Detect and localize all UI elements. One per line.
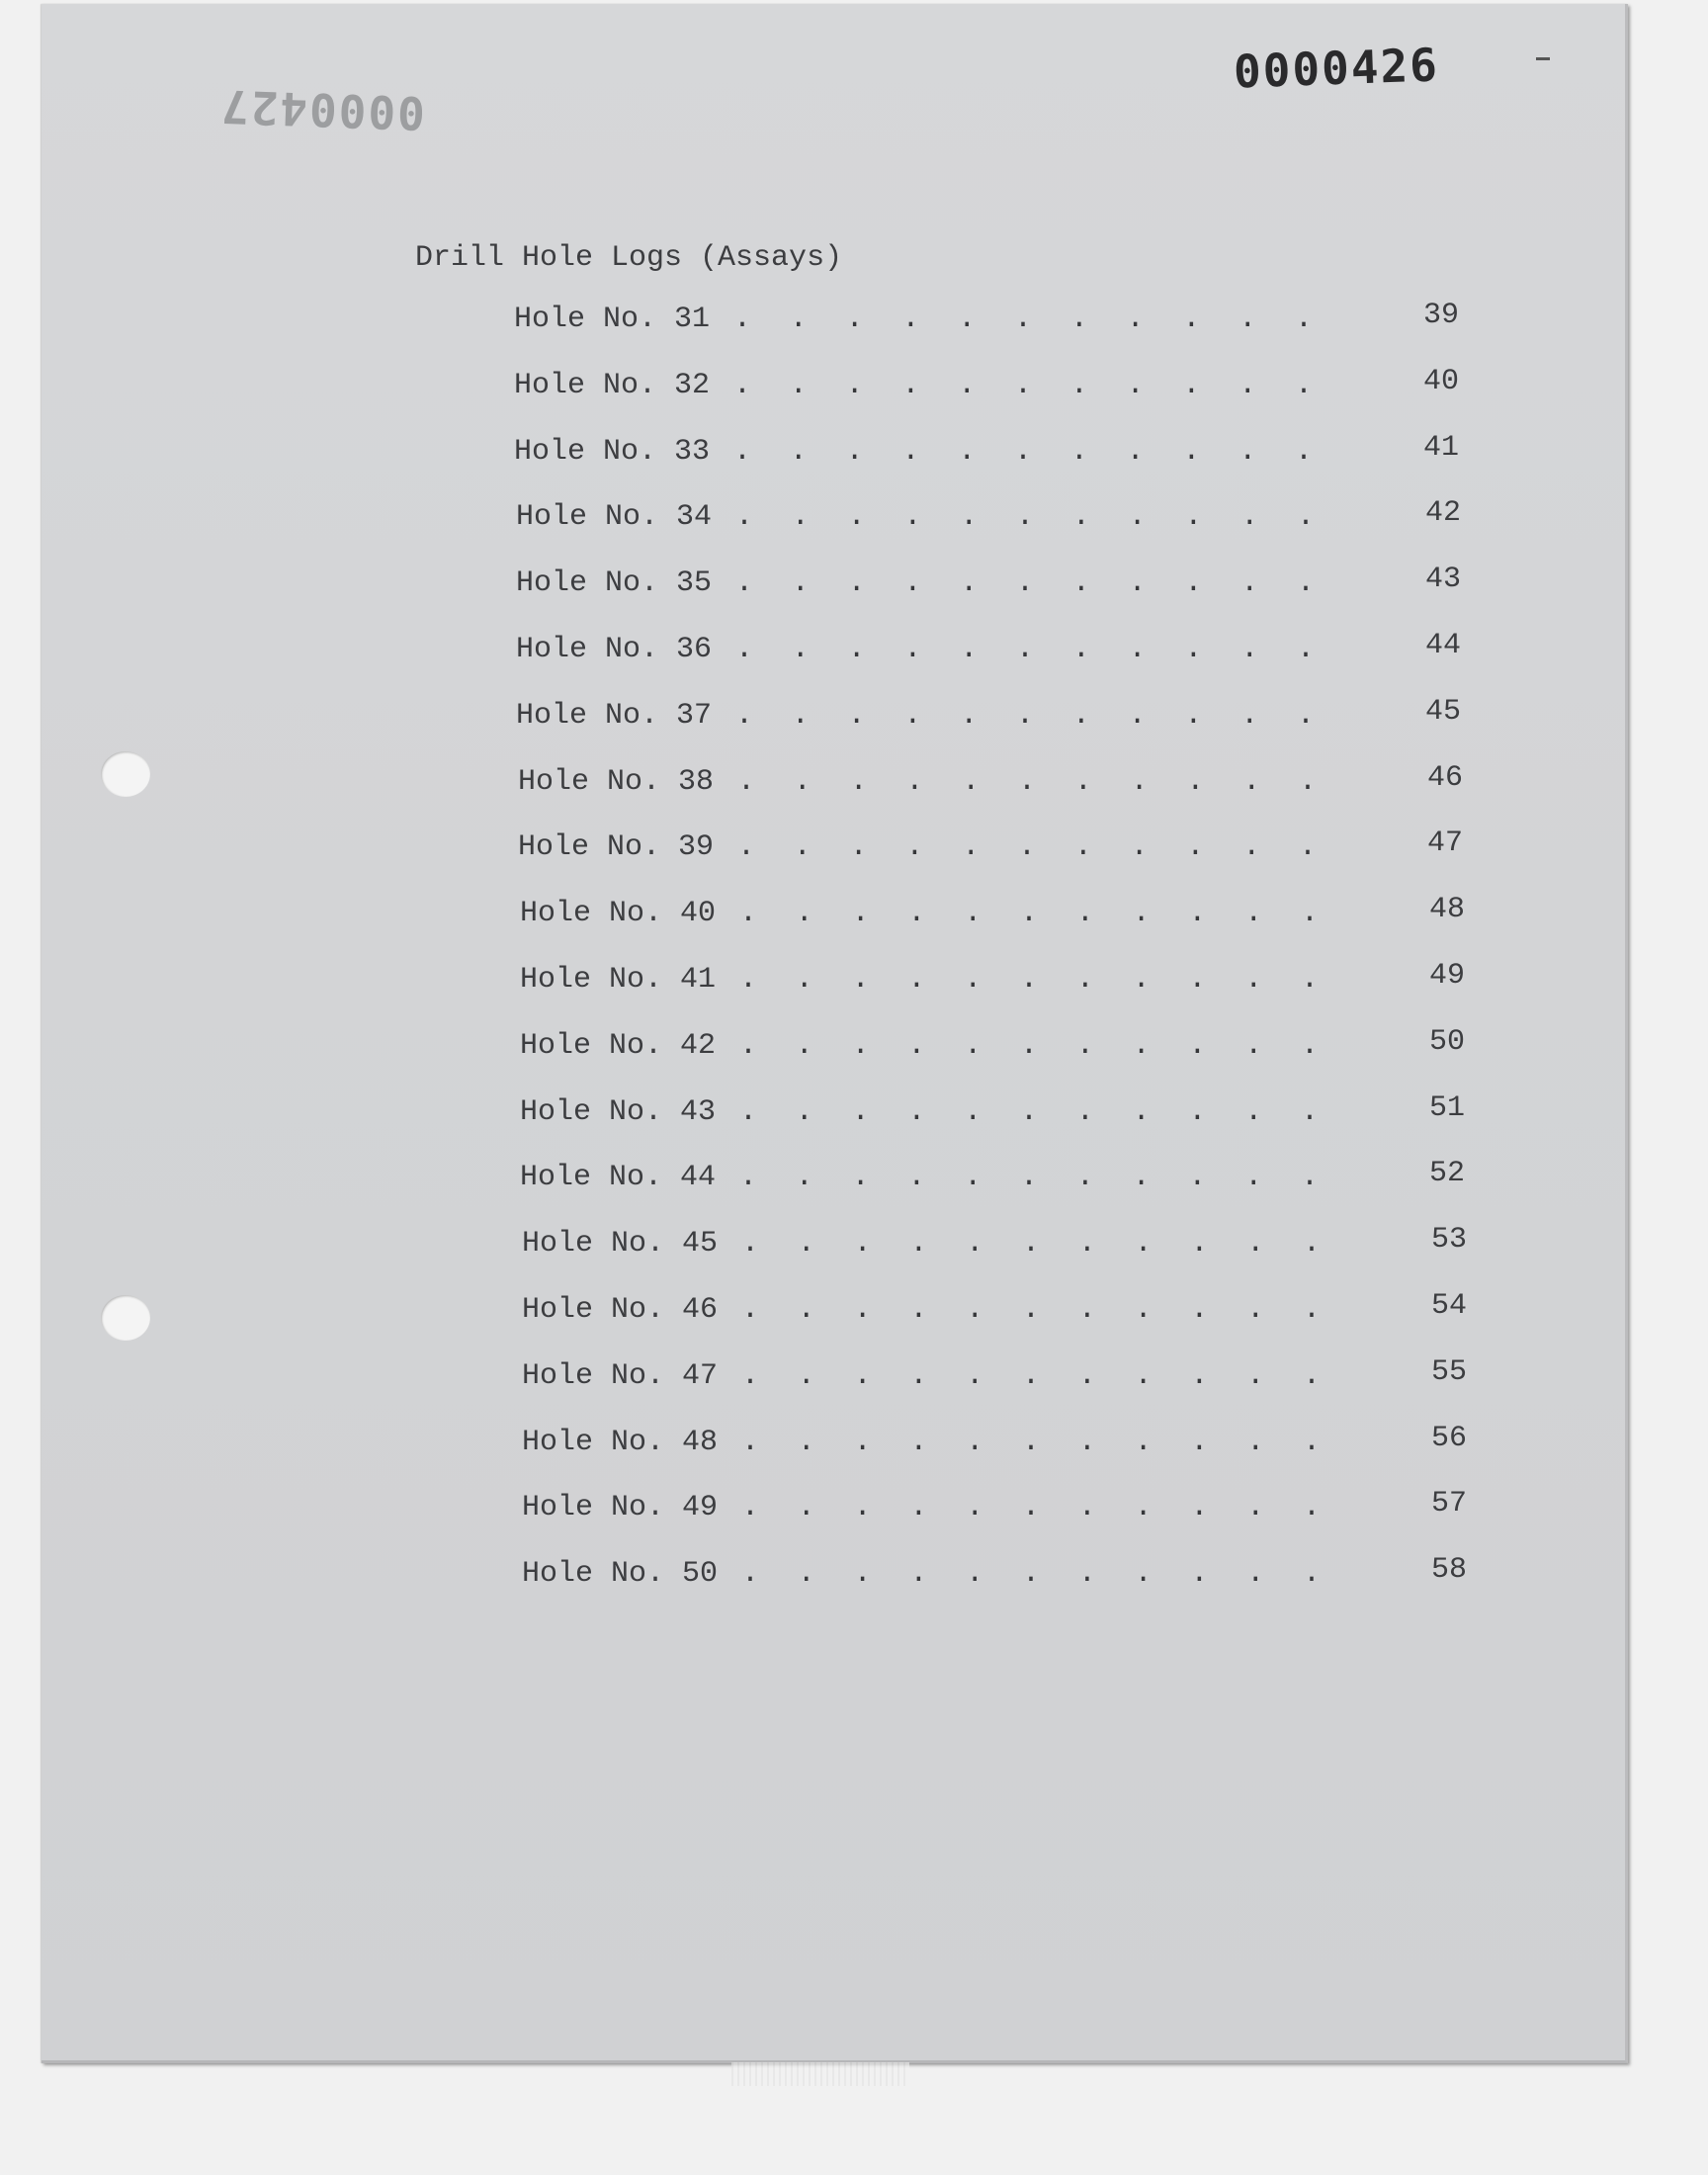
toc-entry bbox=[514, 430, 1483, 501]
toc-dot-leader: ........... bbox=[741, 1358, 1359, 1393]
toc-entry-label: Hole No. 46 bbox=[522, 1292, 719, 1327]
toc-entry-label: Hole No. 40 bbox=[520, 897, 717, 931]
toc-entry-page-number: 47 bbox=[1427, 826, 1464, 861]
toc-entry bbox=[514, 299, 1483, 369]
toc-dot-leader: ........... bbox=[733, 303, 1351, 336]
stamp-dash-mark bbox=[1536, 57, 1550, 60]
toc-entry-label: Hole No. 47 bbox=[522, 1358, 719, 1393]
toc-entry-label: Hole No. 37 bbox=[516, 698, 713, 733]
toc-entry-page-number: 40 bbox=[1423, 364, 1460, 398]
toc-entry-page-number: 48 bbox=[1429, 893, 1466, 927]
toc-dot-leader: ........... bbox=[733, 434, 1351, 469]
toc-entry bbox=[522, 1288, 1483, 1359]
toc-dot-leader: ........... bbox=[741, 1292, 1359, 1327]
section-heading: Drill Hole Logs (Assays) bbox=[415, 241, 843, 275]
toc-entry-label: Hole No. 33 bbox=[514, 434, 711, 469]
toc-entry bbox=[520, 1090, 1483, 1162]
toc-dot-leader: ........... bbox=[739, 962, 1357, 997]
toc-dot-leader: ........... bbox=[735, 566, 1353, 601]
toc-entry bbox=[518, 760, 1483, 831]
toc-entry-page-number: 51 bbox=[1429, 1090, 1466, 1125]
toc-dot-leader: ........... bbox=[735, 698, 1353, 733]
toc-entry bbox=[520, 893, 1483, 963]
toc-entry-page-number: 41 bbox=[1423, 430, 1460, 465]
toc-entry-label: Hole No. 34 bbox=[516, 500, 713, 535]
toc-entry-page-number: 46 bbox=[1427, 760, 1464, 795]
toc-entry-page-number: 53 bbox=[1431, 1223, 1468, 1258]
toc-entry bbox=[520, 1157, 1483, 1227]
toc-entry bbox=[522, 1223, 1483, 1293]
toc-entry-page-number: 54 bbox=[1431, 1288, 1468, 1323]
toc-entry-label: Hole No. 31 bbox=[514, 303, 711, 336]
toc-dot-leader: ........... bbox=[733, 368, 1351, 402]
table-of-contents bbox=[514, 299, 1483, 1623]
toc-entry-label: Hole No. 41 bbox=[520, 962, 717, 997]
toc-entry bbox=[518, 826, 1483, 897]
toc-entry-page-number: 42 bbox=[1425, 496, 1462, 531]
toc-dot-leader: ........... bbox=[741, 1491, 1359, 1525]
toc-entry-label: Hole No. 35 bbox=[516, 566, 713, 601]
document-stamp-number: 0000426 bbox=[1233, 38, 1440, 99]
toc-entry-page-number: 52 bbox=[1429, 1157, 1466, 1191]
punch-hole-upper bbox=[101, 751, 150, 797]
toc-entry-page-number: 45 bbox=[1425, 694, 1462, 729]
bleed-through-stamp-number: 0000427 bbox=[218, 79, 426, 140]
toc-dot-leader: ........... bbox=[737, 764, 1355, 799]
toc-entry-label: Hole No. 49 bbox=[522, 1491, 719, 1525]
toc-dot-leader: ........... bbox=[735, 632, 1353, 666]
toc-entry-label: Hole No. 43 bbox=[520, 1094, 717, 1129]
toc-entry bbox=[520, 958, 1483, 1029]
toc-entry-page-number: 49 bbox=[1429, 958, 1466, 993]
toc-entry-page-number: 57 bbox=[1431, 1487, 1468, 1522]
toc-dot-leader: ........... bbox=[739, 897, 1357, 931]
toc-entry-page-number: 43 bbox=[1425, 563, 1462, 597]
toc-dot-leader: ........... bbox=[737, 830, 1355, 865]
toc-entry-label: Hole No. 45 bbox=[522, 1227, 719, 1262]
toc-dot-leader: ........... bbox=[741, 1425, 1359, 1459]
toc-entry bbox=[516, 694, 1483, 765]
toc-entry-label: Hole No. 42 bbox=[520, 1028, 717, 1063]
paper-sheet bbox=[42, 4, 1628, 2063]
toc-entry bbox=[522, 1354, 1483, 1426]
toc-entry bbox=[522, 1487, 1483, 1557]
toc-dot-leader: ........... bbox=[741, 1557, 1359, 1592]
toc-entry-label: Hole No. 50 bbox=[522, 1557, 719, 1592]
toc-entry-label: Hole No. 38 bbox=[518, 764, 715, 799]
toc-entry-page-number: 56 bbox=[1431, 1421, 1468, 1455]
toc-entry-label: Hole No. 32 bbox=[514, 368, 711, 402]
toc-entry-label: Hole No. 44 bbox=[520, 1161, 717, 1195]
toc-entry-page-number: 39 bbox=[1423, 299, 1460, 332]
toc-dot-leader: ........... bbox=[735, 500, 1353, 535]
toc-entry bbox=[522, 1553, 1483, 1623]
toc-entry-label: Hole No. 48 bbox=[522, 1425, 719, 1459]
toc-entry bbox=[520, 1024, 1483, 1095]
toc-entry bbox=[516, 496, 1483, 566]
scan-edge-artifact bbox=[731, 2062, 909, 2086]
toc-entry-label: Hole No. 36 bbox=[516, 632, 713, 666]
toc-entry-page-number: 58 bbox=[1431, 1553, 1468, 1588]
toc-entry bbox=[516, 628, 1483, 699]
toc-dot-leader: ........... bbox=[741, 1227, 1359, 1262]
toc-dot-leader: ........... bbox=[739, 1161, 1357, 1195]
toc-entry bbox=[522, 1421, 1483, 1492]
toc-dot-leader: ........... bbox=[739, 1028, 1357, 1063]
toc-entry bbox=[516, 563, 1483, 633]
toc-entry bbox=[514, 364, 1483, 435]
toc-entry-page-number: 55 bbox=[1431, 1354, 1468, 1389]
toc-entry-page-number: 50 bbox=[1429, 1024, 1466, 1059]
toc-dot-leader: ........... bbox=[739, 1094, 1357, 1129]
toc-entry-label: Hole No. 39 bbox=[518, 830, 715, 865]
toc-entry-page-number: 44 bbox=[1425, 628, 1462, 662]
punch-hole-lower bbox=[101, 1295, 150, 1341]
